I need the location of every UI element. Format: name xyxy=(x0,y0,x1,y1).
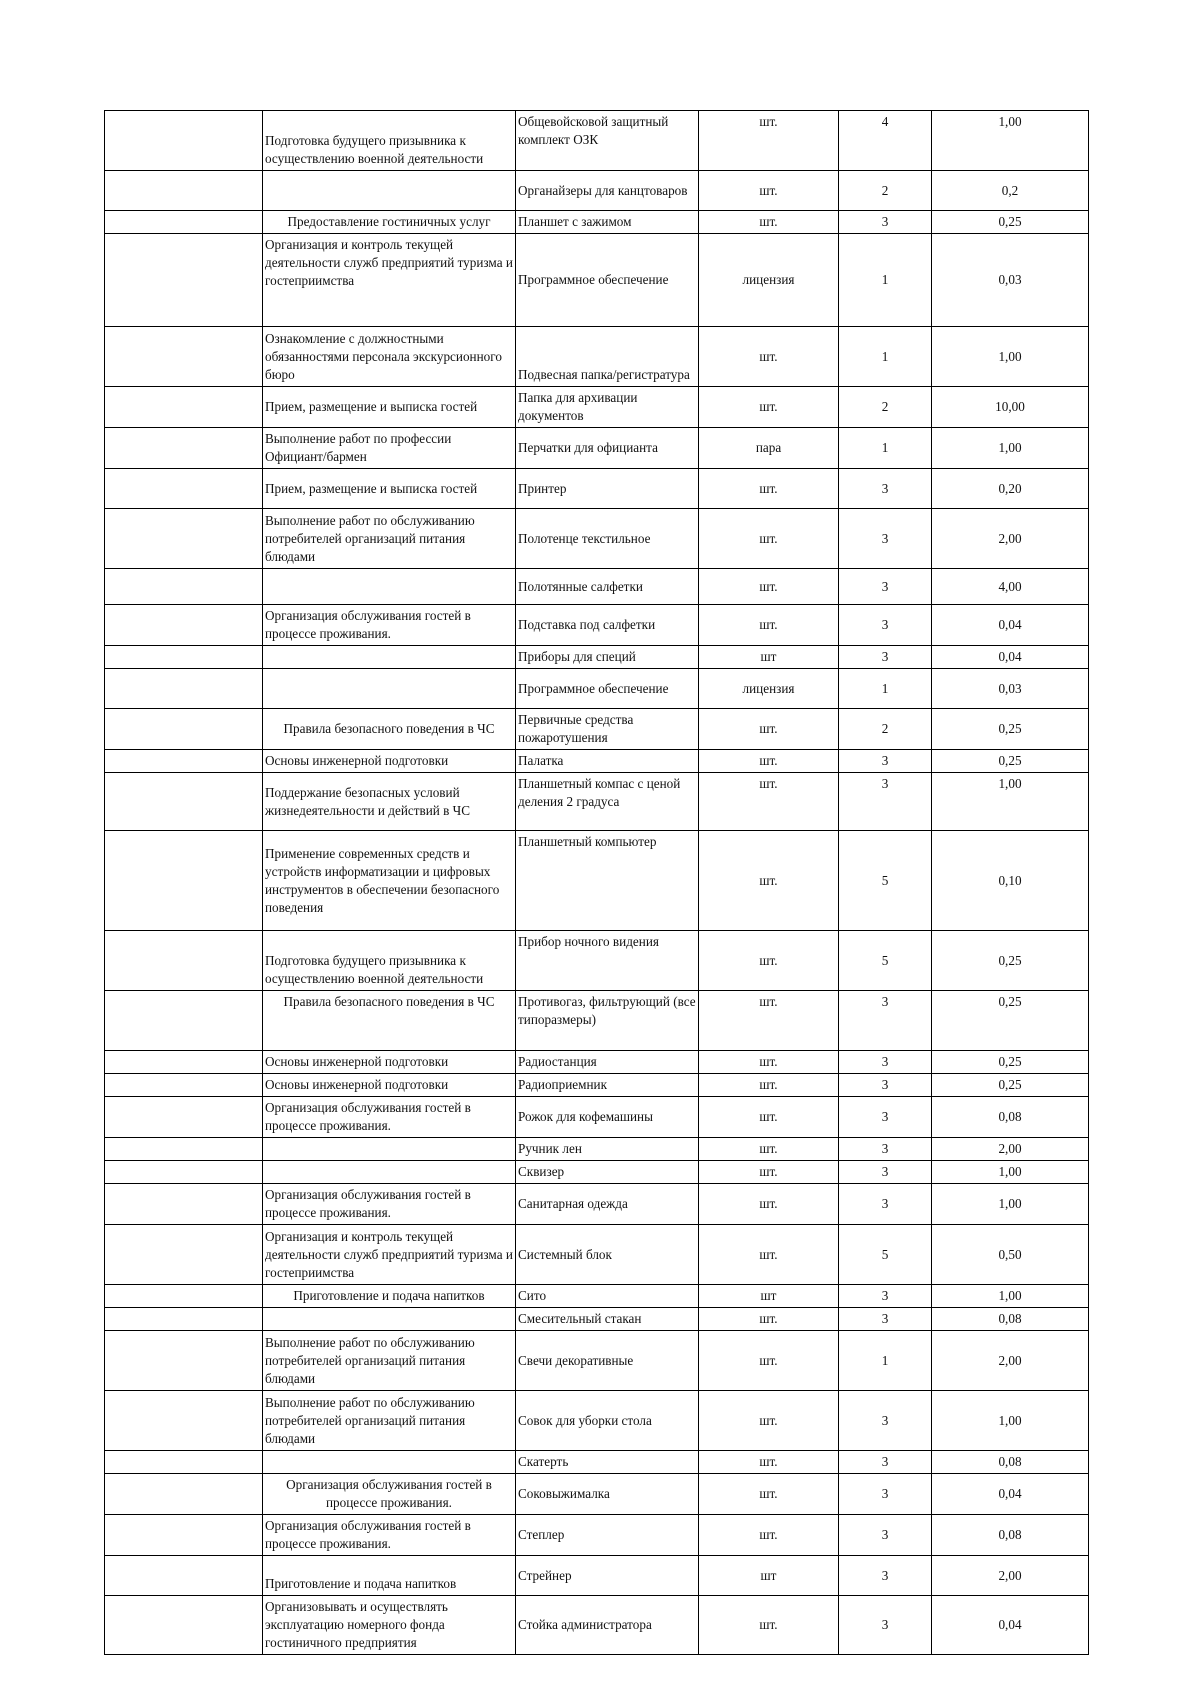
norm-cell: 0,04 xyxy=(932,1474,1089,1515)
table-row xyxy=(105,1556,1089,1596)
table-row xyxy=(105,1051,1089,1074)
row-blank-cell xyxy=(105,234,263,327)
table-row xyxy=(105,171,1089,211)
table-row xyxy=(105,991,1089,1051)
table-row xyxy=(105,669,1089,709)
norm-cell: 0,50 xyxy=(932,1225,1089,1285)
row-blank-cell xyxy=(105,1225,263,1285)
qty-cell: 3 xyxy=(839,469,932,509)
item-cell: Полотянные салфетки xyxy=(516,569,699,605)
topic-cell: Применение современных средств и устройств информатизации и цифровых инструментов в обеспечении безопасного поведения xyxy=(263,831,516,931)
item-cell: Подвесная папка/регистратура xyxy=(516,327,699,387)
topic-cell: Основы инженерной подготовки xyxy=(263,1051,516,1074)
norm-cell: 1,00 xyxy=(932,111,1089,171)
topic-cell: Организация и контроль текущей деятельности служб предприятий туризма и гостеприимства xyxy=(263,234,516,327)
item-cell: Органайзеры для канцтоваров xyxy=(516,171,699,211)
topic-cell: Поддержание безопасных условий жизнедеятельности и действий в ЧС xyxy=(263,773,516,831)
unit-cell: шт xyxy=(699,1285,839,1308)
item-cell: Программное обеспечение xyxy=(516,234,699,327)
item-cell: Смесительный стакан xyxy=(516,1308,699,1331)
table-row xyxy=(105,469,1089,509)
item-cell: Палатка xyxy=(516,750,699,773)
norm-cell: 1,00 xyxy=(932,327,1089,387)
topic-cell: Организация обслуживания гостей в процессе проживания. xyxy=(263,1474,516,1515)
topic-cell: Организовывать и осуществлять эксплуатацию номерного фонда гостиничного предприятия xyxy=(263,1596,516,1655)
table-row xyxy=(105,1285,1089,1308)
row-blank-cell xyxy=(105,605,263,646)
norm-cell: 0,03 xyxy=(932,669,1089,709)
topic-cell: Выполнение работ по обслуживанию потребителей организаций питания блюдами xyxy=(263,1391,516,1451)
qty-cell: 3 xyxy=(839,1556,932,1596)
qty-cell: 3 xyxy=(839,646,932,669)
unit-cell: шт. xyxy=(699,1051,839,1074)
norm-cell: 0,04 xyxy=(932,605,1089,646)
topic-cell xyxy=(263,569,516,605)
row-blank-cell xyxy=(105,1515,263,1556)
table-row xyxy=(105,1074,1089,1097)
qty-cell: 3 xyxy=(839,1391,932,1451)
qty-cell: 3 xyxy=(839,1474,932,1515)
item-cell: Папка для архивации документов xyxy=(516,387,699,428)
topic-cell: Прием, размещение и выписка гостей xyxy=(263,387,516,428)
qty-cell: 5 xyxy=(839,1225,932,1285)
qty-cell: 3 xyxy=(839,1184,932,1225)
qty-cell: 1 xyxy=(839,428,932,469)
unit-cell: лицензия xyxy=(699,234,839,327)
item-cell: Перчатки для официанта xyxy=(516,428,699,469)
qty-cell: 3 xyxy=(839,750,932,773)
topic-cell: Правила безопасного поведения в ЧС xyxy=(263,991,516,1051)
norm-cell: 0,10 xyxy=(932,831,1089,931)
row-blank-cell xyxy=(105,1596,263,1655)
qty-cell: 1 xyxy=(839,327,932,387)
norm-cell: 4,00 xyxy=(932,569,1089,605)
topic-cell: Приготовление и подача напитков xyxy=(263,1556,516,1596)
row-blank-cell xyxy=(105,171,263,211)
table-row xyxy=(105,1097,1089,1138)
unit-cell: шт. xyxy=(699,327,839,387)
item-cell: Программное обеспечение xyxy=(516,669,699,709)
unit-cell: шт. xyxy=(699,509,839,569)
topic-cell xyxy=(263,1138,516,1161)
qty-cell: 3 xyxy=(839,509,932,569)
row-blank-cell xyxy=(105,1184,263,1225)
unit-cell: шт. xyxy=(699,831,839,931)
table-row xyxy=(105,1184,1089,1225)
unit-cell: шт. xyxy=(699,569,839,605)
unit-cell: лицензия xyxy=(699,669,839,709)
table-row xyxy=(105,646,1089,669)
topic-cell: Ознакомление с должностными обязанностями персонала экскурсионного бюро xyxy=(263,327,516,387)
row-blank-cell xyxy=(105,1391,263,1451)
norm-cell: 0,25 xyxy=(932,750,1089,773)
table-row xyxy=(105,1391,1089,1451)
table-row xyxy=(105,1596,1089,1655)
row-blank-cell xyxy=(105,1308,263,1331)
norm-cell: 0,08 xyxy=(932,1515,1089,1556)
topic-cell: Организация обслуживания гостей в процессе проживания. xyxy=(263,1097,516,1138)
topic-cell: Организация обслуживания гостей в процессе проживания. xyxy=(263,1184,516,1225)
item-cell: Ручник лен xyxy=(516,1138,699,1161)
norm-cell: 1,00 xyxy=(932,773,1089,831)
table-row xyxy=(105,327,1089,387)
item-cell: Радиостанция xyxy=(516,1051,699,1074)
norm-cell: 1,00 xyxy=(932,1161,1089,1184)
qty-cell: 3 xyxy=(839,605,932,646)
norm-cell: 0,20 xyxy=(932,469,1089,509)
item-cell: Совок для уборки стола xyxy=(516,1391,699,1451)
unit-cell: шт. xyxy=(699,469,839,509)
unit-cell: шт. xyxy=(699,1515,839,1556)
item-cell: Стрейнер xyxy=(516,1556,699,1596)
unit-cell: шт. xyxy=(699,750,839,773)
unit-cell: шт. xyxy=(699,991,839,1051)
topic-cell: Основы инженерной подготовки xyxy=(263,1074,516,1097)
qty-cell: 4 xyxy=(839,111,932,171)
item-cell: Санитарная одежда xyxy=(516,1184,699,1225)
unit-cell: шт. xyxy=(699,1391,839,1451)
unit-cell: шт. xyxy=(699,1225,839,1285)
unit-cell: шт. xyxy=(699,931,839,991)
topic-cell: Правила безопасного поведения в ЧС xyxy=(263,709,516,750)
qty-cell: 3 xyxy=(839,1285,932,1308)
item-cell: Сито xyxy=(516,1285,699,1308)
topic-cell: Выполнение работ по обслуживанию потребителей организаций питания блюдами xyxy=(263,509,516,569)
item-cell: Стойка администратора xyxy=(516,1596,699,1655)
qty-cell: 3 xyxy=(839,1074,932,1097)
topic-cell: Прием, размещение и выписка гостей xyxy=(263,469,516,509)
row-blank-cell xyxy=(105,1451,263,1474)
table-row xyxy=(105,831,1089,931)
item-cell: Рожок для кофемашины xyxy=(516,1097,699,1138)
row-blank-cell xyxy=(105,1097,263,1138)
norm-cell: 0,25 xyxy=(932,1074,1089,1097)
norm-cell: 0,25 xyxy=(932,931,1089,991)
topic-cell: Организация обслуживания гостей в процессе проживания. xyxy=(263,605,516,646)
row-blank-cell xyxy=(105,1138,263,1161)
table-row xyxy=(105,211,1089,234)
table-body xyxy=(105,111,1089,1655)
row-blank-cell xyxy=(105,387,263,428)
item-cell: Противогаз, фильтрующий (все типоразмеры) xyxy=(516,991,699,1051)
unit-cell: шт. xyxy=(699,1097,839,1138)
row-blank-cell xyxy=(105,1051,263,1074)
row-blank-cell xyxy=(105,428,263,469)
unit-cell: шт. xyxy=(699,1184,839,1225)
item-cell: Первичные средства пожаротушения xyxy=(516,709,699,750)
unit-cell: шт xyxy=(699,646,839,669)
unit-cell: шт. xyxy=(699,1161,839,1184)
table-row xyxy=(105,1451,1089,1474)
table-row xyxy=(105,1308,1089,1331)
qty-cell: 1 xyxy=(839,234,932,327)
topic-cell: Организация обслуживания гостей в процессе проживания. xyxy=(263,1515,516,1556)
unit-cell: шт. xyxy=(699,1474,839,1515)
unit-cell: шт. xyxy=(699,605,839,646)
qty-cell: 3 xyxy=(839,991,932,1051)
unit-cell: шт. xyxy=(699,1331,839,1391)
item-cell: Полотенце текстильное xyxy=(516,509,699,569)
item-cell: Прибор ночного видения xyxy=(516,931,699,991)
row-blank-cell xyxy=(105,327,263,387)
topic-cell xyxy=(263,1451,516,1474)
equipment-table xyxy=(104,110,1089,1655)
qty-cell: 3 xyxy=(839,1515,932,1556)
norm-cell: 0,04 xyxy=(932,1596,1089,1655)
qty-cell: 1 xyxy=(839,1331,932,1391)
topic-cell: Приготовление и подача напитков xyxy=(263,1285,516,1308)
row-blank-cell xyxy=(105,931,263,991)
norm-cell: 0,08 xyxy=(932,1097,1089,1138)
unit-cell: шт xyxy=(699,1556,839,1596)
norm-cell: 1,00 xyxy=(932,428,1089,469)
item-cell: Сквизер xyxy=(516,1161,699,1184)
item-cell: Общевойсковой защитный комплект ОЗК xyxy=(516,111,699,171)
equipment-table-container xyxy=(104,110,1089,1655)
item-cell: Свечи декоративные xyxy=(516,1331,699,1391)
table-row xyxy=(105,1161,1089,1184)
table-row xyxy=(105,1331,1089,1391)
norm-cell: 2,00 xyxy=(932,509,1089,569)
row-blank-cell xyxy=(105,469,263,509)
row-blank-cell xyxy=(105,646,263,669)
item-cell: Планшет с зажимом xyxy=(516,211,699,234)
table-row xyxy=(105,1515,1089,1556)
topic-cell xyxy=(263,171,516,211)
unit-cell: шт. xyxy=(699,1138,839,1161)
item-cell: Приборы для специй xyxy=(516,646,699,669)
table-row xyxy=(105,1225,1089,1285)
qty-cell: 3 xyxy=(839,211,932,234)
table-row xyxy=(105,931,1089,991)
table-row xyxy=(105,569,1089,605)
norm-cell: 0,04 xyxy=(932,646,1089,669)
norm-cell: 0,08 xyxy=(932,1451,1089,1474)
item-cell: Планшетный компас с ценой деления 2 градуса xyxy=(516,773,699,831)
unit-cell: шт. xyxy=(699,111,839,171)
row-blank-cell xyxy=(105,1285,263,1308)
topic-cell: Выполнение работ по профессии Официант/бармен xyxy=(263,428,516,469)
qty-cell: 3 xyxy=(839,1451,932,1474)
topic-cell: Выполнение работ по обслуживанию потребителей организаций питания блюдами xyxy=(263,1331,516,1391)
norm-cell: 2,00 xyxy=(932,1138,1089,1161)
unit-cell: шт. xyxy=(699,1596,839,1655)
qty-cell: 1 xyxy=(839,669,932,709)
table-row xyxy=(105,709,1089,750)
row-blank-cell xyxy=(105,991,263,1051)
topic-cell: Основы инженерной подготовки xyxy=(263,750,516,773)
norm-cell: 1,00 xyxy=(932,1391,1089,1451)
qty-cell: 3 xyxy=(839,1097,932,1138)
qty-cell: 3 xyxy=(839,1161,932,1184)
table-row xyxy=(105,605,1089,646)
norm-cell: 10,00 xyxy=(932,387,1089,428)
row-blank-cell xyxy=(105,773,263,831)
norm-cell: 0,25 xyxy=(932,991,1089,1051)
norm-cell: 0,2 xyxy=(932,171,1089,211)
unit-cell: пара xyxy=(699,428,839,469)
item-cell: Подставка под салфетки xyxy=(516,605,699,646)
norm-cell: 0,25 xyxy=(932,211,1089,234)
table-row xyxy=(105,509,1089,569)
topic-cell: Организация и контроль текущей деятельности служб предприятий туризма и гостеприимства xyxy=(263,1225,516,1285)
table-row xyxy=(105,111,1089,171)
topic-cell xyxy=(263,669,516,709)
row-blank-cell xyxy=(105,1331,263,1391)
qty-cell: 3 xyxy=(839,569,932,605)
item-cell: Планшетный компьютер xyxy=(516,831,699,931)
topic-cell: Предоставление гостиничных услуг xyxy=(263,211,516,234)
table-row xyxy=(105,387,1089,428)
topic-cell: Подготовка будущего призывника к осуществлению военной деятельности xyxy=(263,931,516,991)
row-blank-cell xyxy=(105,111,263,171)
unit-cell: шт. xyxy=(699,1074,839,1097)
qty-cell: 3 xyxy=(839,773,932,831)
qty-cell: 5 xyxy=(839,931,932,991)
norm-cell: 0,25 xyxy=(932,1051,1089,1074)
qty-cell: 3 xyxy=(839,1051,932,1074)
row-blank-cell xyxy=(105,709,263,750)
row-blank-cell xyxy=(105,1161,263,1184)
unit-cell: шт. xyxy=(699,773,839,831)
qty-cell: 5 xyxy=(839,831,932,931)
unit-cell: шт. xyxy=(699,1308,839,1331)
row-blank-cell xyxy=(105,509,263,569)
row-blank-cell xyxy=(105,1556,263,1596)
item-cell: Соковыжималка xyxy=(516,1474,699,1515)
item-cell: Принтер xyxy=(516,469,699,509)
topic-cell xyxy=(263,646,516,669)
topic-cell xyxy=(263,1161,516,1184)
row-blank-cell xyxy=(105,750,263,773)
row-blank-cell xyxy=(105,1474,263,1515)
row-blank-cell xyxy=(105,831,263,931)
unit-cell: шт. xyxy=(699,211,839,234)
qty-cell: 3 xyxy=(839,1138,932,1161)
norm-cell: 0,25 xyxy=(932,709,1089,750)
norm-cell: 0,03 xyxy=(932,234,1089,327)
qty-cell: 3 xyxy=(839,1308,932,1331)
table-row xyxy=(105,428,1089,469)
unit-cell: шт. xyxy=(699,171,839,211)
qty-cell: 3 xyxy=(839,1596,932,1655)
qty-cell: 2 xyxy=(839,709,932,750)
norm-cell: 2,00 xyxy=(932,1331,1089,1391)
unit-cell: шт. xyxy=(699,387,839,428)
item-cell: Системный блок xyxy=(516,1225,699,1285)
table-row xyxy=(105,234,1089,327)
item-cell: Скатерть xyxy=(516,1451,699,1474)
table-row xyxy=(105,1474,1089,1515)
norm-cell: 1,00 xyxy=(932,1285,1089,1308)
item-cell: Радиоприемник xyxy=(516,1074,699,1097)
topic-cell xyxy=(263,1308,516,1331)
table-row xyxy=(105,773,1089,831)
unit-cell: шт. xyxy=(699,1451,839,1474)
item-cell: Степлер xyxy=(516,1515,699,1556)
norm-cell: 2,00 xyxy=(932,1556,1089,1596)
norm-cell: 1,00 xyxy=(932,1184,1089,1225)
table-row xyxy=(105,1138,1089,1161)
row-blank-cell xyxy=(105,669,263,709)
norm-cell: 0,08 xyxy=(932,1308,1089,1331)
row-blank-cell xyxy=(105,1074,263,1097)
topic-cell: Подготовка будущего призывника к осуществлению военной деятельности xyxy=(263,111,516,171)
qty-cell: 2 xyxy=(839,171,932,211)
row-blank-cell xyxy=(105,569,263,605)
row-blank-cell xyxy=(105,211,263,234)
qty-cell: 2 xyxy=(839,387,932,428)
unit-cell: шт. xyxy=(699,709,839,750)
table-row xyxy=(105,750,1089,773)
